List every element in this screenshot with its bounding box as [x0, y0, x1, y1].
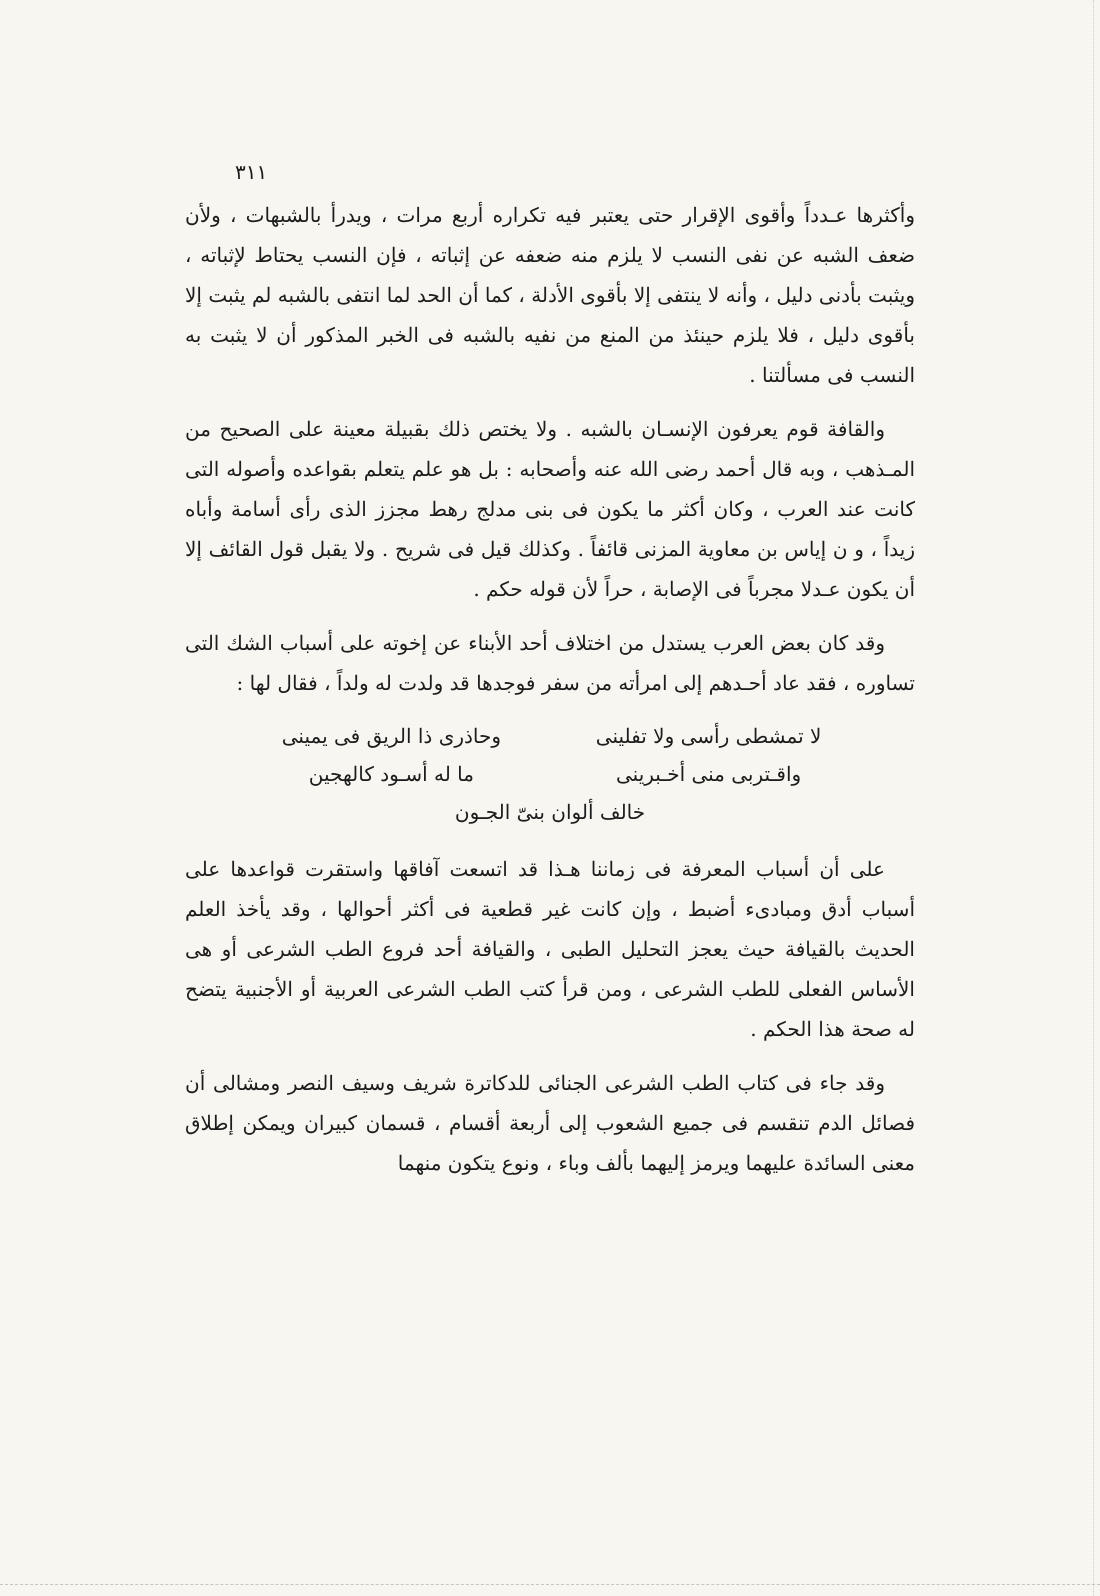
poem-hemistich: خالف ألوان بنىّ الجـون	[454, 800, 646, 824]
page-number: ٣١١	[235, 160, 268, 184]
paragraph-3: وقد كان بعض العرب يستدل من اختلاف أحد الأبناء عن إخوته على أسباب الشك التى تساوره ، فقد عاد أحـدهم إلى امرأته من سفر فوجدها قد ولدت له ولداً ، فقال لها :	[185, 631, 915, 695]
poem-hemistich: واقـتربى منى أخـبرينى	[616, 762, 802, 786]
paragraph-4: على أن أسباب المعرفة فى زماننا هـذا قد اتسعت آفاقها واستقرت قواعدها على أسباب أدق ومبادىء أضبط ، وإن كانت غير قطعية فى أكثر أحوالها ، وقد يأخذ العلم الحديث بالقيافة حيث يعجز التحليل الطبى ، والقيافة أحد فروع الطب الشرعى أو هى الأساس الفعلى للطب الشرعى ، ومن قرأ كتب الطب الشرعى العربية أو الأجنبية يتضح له صحة هذا الحكم .	[185, 857, 915, 1041]
body-text	[185, 195, 915, 1197]
page-edge	[1093, 0, 1094, 1596]
poem-verse-1	[245, 717, 855, 755]
paragraph-2: والقافة قوم يعرفون الإنسـان بالشبه . ولا يختص ذلك بقبيلة معينة على الصحيح من المـذهب ، وبه قال أحمد رضى الله عنه وأصحابه : بل هو علم يتعلم بقواعده وأصوله التى كانت عند العرب ، وكان أكثر ما يكون فى بنى مدلج رهط مجزز الذى رأى أسامة وأباه زيداً ، و ن إياس بن معاوية المزنى قائفاً . وكذلك قيل فى شريح . ولا يقبل قول القائف إلا أن يكون عـدلا مجرباً فى الإصابة ، حراً لأن قوله حكم .	[185, 417, 915, 601]
poem-verse-2	[245, 755, 855, 793]
poem	[185, 717, 915, 831]
poem-hemistich: لا تمشطى رأسى ولا تفلينى	[595, 724, 822, 748]
paragraph-5: وقد جاء فى كتاب الطب الشرعى الجنائى للدكاترة شريف وسيف النصر ومشالى أن فصائل الدم تنقسم فى جميع الشعوب إلى أربعة أقسام ، قسمان كبيران ويمكن إطلاق معنى السائدة عليهما ويرمز إليهما بألف وباء ، ونوع يتكون منهما	[185, 1071, 915, 1175]
poem-verse-3	[245, 793, 855, 831]
bottom-scan-edge	[0, 1584, 1100, 1585]
paragraph-1: وأكثرها عـدداً وأقوى الإقرار حتى يعتبر فيه تكراره أربع مرات ، ويدرأ بالشبهات ، ولأن ضعف الشبه عن نفى النسب لا يلزم منه ضعفه عن إثباته ، فإن النسب يحتاط لإثباته ، ويثبت بأدنى دليل ، وأنه لا ينتفى إلا بأقوى الأدلة ، كما أن الحد لما انتفى بالشبه لم يثبت إلا بأقوى دليل ، فلا يلزم حينئذ من المنع من نفيه بالشبه فى الخبر المذكور أن لا يثبت به النسب فى مسألتنا .	[185, 203, 915, 387]
poem-hemistich: ما له أسـود كالهجين	[308, 762, 474, 786]
poem-hemistich: وحاذرى ذا الريق فى يمينى	[281, 724, 502, 748]
